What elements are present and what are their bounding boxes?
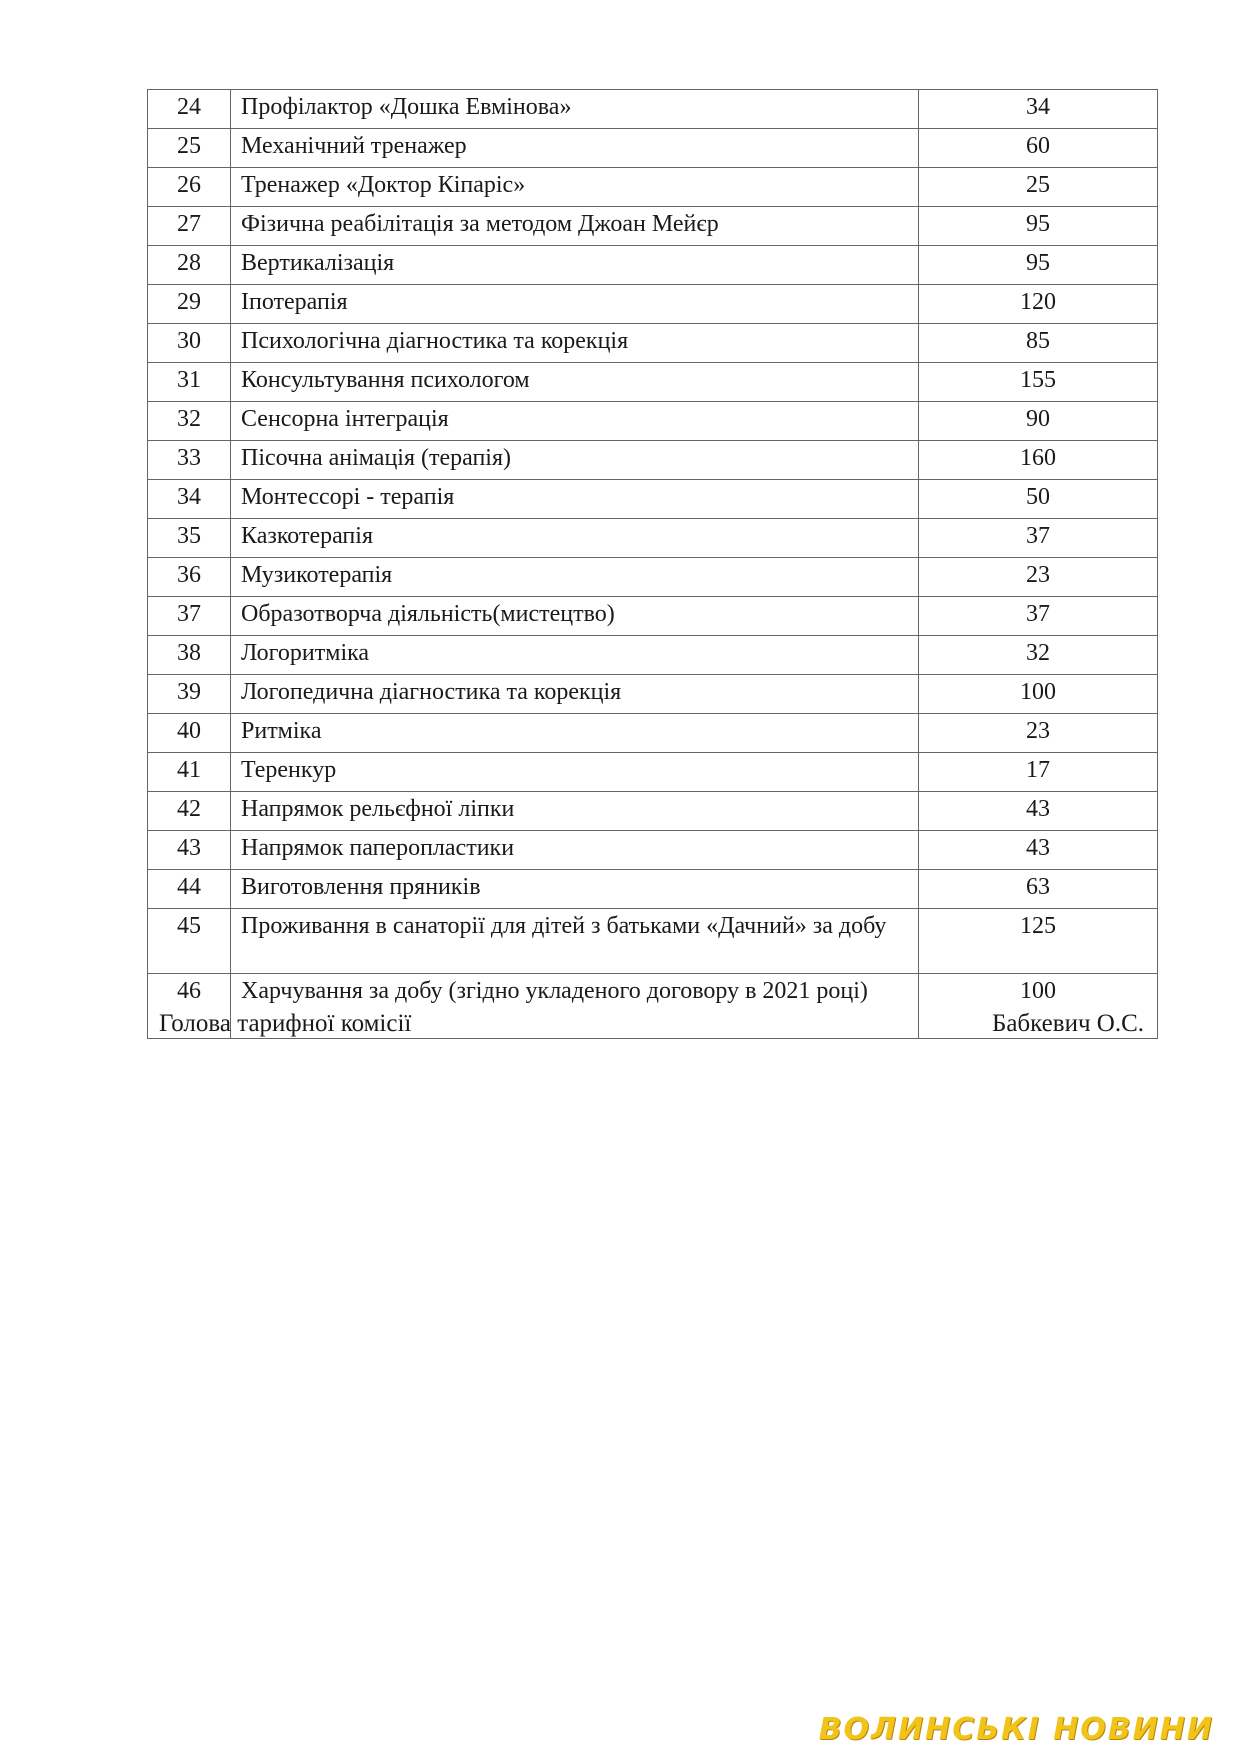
table-row (148, 714, 1158, 753)
service-name: Образотворча діяльність(мистецтво) (231, 597, 919, 636)
table-row (148, 363, 1158, 402)
row-number: 31 (148, 363, 231, 402)
row-number: 30 (148, 324, 231, 363)
row-number: 26 (148, 168, 231, 207)
service-price: 100 (919, 974, 1158, 1039)
table-row (148, 90, 1158, 129)
service-price: 34 (919, 90, 1158, 129)
service-price: 155 (919, 363, 1158, 402)
service-name: Фізична реабілітація за методом Джоан Мейєр (231, 207, 919, 246)
table-row (148, 129, 1158, 168)
service-price: 50 (919, 480, 1158, 519)
row-number: 44 (148, 870, 231, 909)
table-row (148, 441, 1158, 480)
row-number: 28 (148, 246, 231, 285)
row-number: 41 (148, 753, 231, 792)
table-row (148, 207, 1158, 246)
service-name: Консультування психологом (231, 363, 919, 402)
service-name: Харчування за добу (згідно укладеного договору в 2021 році) (231, 974, 919, 1039)
signature-position: Голова тарифної комісії (159, 1010, 412, 1037)
service-price: 17 (919, 753, 1158, 792)
service-name: Казкотерапія (231, 519, 919, 558)
table-row (148, 909, 1158, 974)
service-price: 125 (919, 909, 1158, 974)
table-row (148, 168, 1158, 207)
service-price: 23 (919, 558, 1158, 597)
service-name: Психологічна діагностика та корекція (231, 324, 919, 363)
row-number: 34 (148, 480, 231, 519)
table-row (148, 246, 1158, 285)
row-number: 40 (148, 714, 231, 753)
service-name: Теренкур (231, 753, 919, 792)
service-name: Напрямок рельєфної ліпки (231, 792, 919, 831)
row-number: 24 (148, 90, 231, 129)
service-name: Логоритміка (231, 636, 919, 675)
table-row (148, 870, 1158, 909)
service-price: 32 (919, 636, 1158, 675)
row-number: 36 (148, 558, 231, 597)
service-price: 63 (919, 870, 1158, 909)
table-row (148, 597, 1158, 636)
table-row (148, 792, 1158, 831)
table-row (148, 285, 1158, 324)
table-row (148, 753, 1158, 792)
row-number: 46 (148, 974, 231, 1039)
service-price: 100 (919, 675, 1158, 714)
service-price: 43 (919, 792, 1158, 831)
service-name: Проживання в санаторії для дітей з батьками «Дачний» за добу (231, 909, 919, 974)
service-name: Монтессорі - терапія (231, 480, 919, 519)
service-name: Механічний тренажер (231, 129, 919, 168)
row-number: 45 (148, 909, 231, 974)
service-price: 160 (919, 441, 1158, 480)
row-number: 25 (148, 129, 231, 168)
service-name: Музикотерапія (231, 558, 919, 597)
service-name: Вертикалізація (231, 246, 919, 285)
service-price: 95 (919, 246, 1158, 285)
table-row (148, 519, 1158, 558)
service-name: Сенсорна інтеграція (231, 402, 919, 441)
row-number: 27 (148, 207, 231, 246)
row-number: 37 (148, 597, 231, 636)
service-price: 60 (919, 129, 1158, 168)
table-row (148, 402, 1158, 441)
service-name: Профілактор «Дошка Евмінова» (231, 90, 919, 129)
service-name: Ритміка (231, 714, 919, 753)
service-name: Виготовлення пряників (231, 870, 919, 909)
row-number: 39 (148, 675, 231, 714)
service-price: 37 (919, 519, 1158, 558)
row-number: 33 (148, 441, 231, 480)
service-price: 37 (919, 597, 1158, 636)
service-price: 90 (919, 402, 1158, 441)
service-price: 120 (919, 285, 1158, 324)
table-row (148, 675, 1158, 714)
table-row (148, 636, 1158, 675)
service-price: 95 (919, 207, 1158, 246)
service-name: Пісочна анімація (терапія) (231, 441, 919, 480)
row-number: 29 (148, 285, 231, 324)
watermark-logo: ВОЛИНСЬКІ НОВИНИ (818, 1712, 1214, 1747)
service-price: 23 (919, 714, 1158, 753)
table-row (148, 831, 1158, 870)
service-name: Напрямок паперопластики (231, 831, 919, 870)
service-price: 25 (919, 168, 1158, 207)
row-number: 42 (148, 792, 231, 831)
service-price: 85 (919, 324, 1158, 363)
table-row (148, 558, 1158, 597)
table-row (148, 480, 1158, 519)
service-name: Тренажер «Доктор Кіпаріс» (231, 168, 919, 207)
table-row (148, 324, 1158, 363)
row-number: 43 (148, 831, 231, 870)
service-name: Іпотерапія (231, 285, 919, 324)
row-number: 32 (148, 402, 231, 441)
service-name: Логопедична діагностика та корекція (231, 675, 919, 714)
signature-name: Бабкевич О.С. (991, 1010, 1144, 1037)
row-number: 38 (148, 636, 231, 675)
service-price: 43 (919, 831, 1158, 870)
tariff-table (147, 89, 1158, 1039)
row-number: 35 (148, 519, 231, 558)
